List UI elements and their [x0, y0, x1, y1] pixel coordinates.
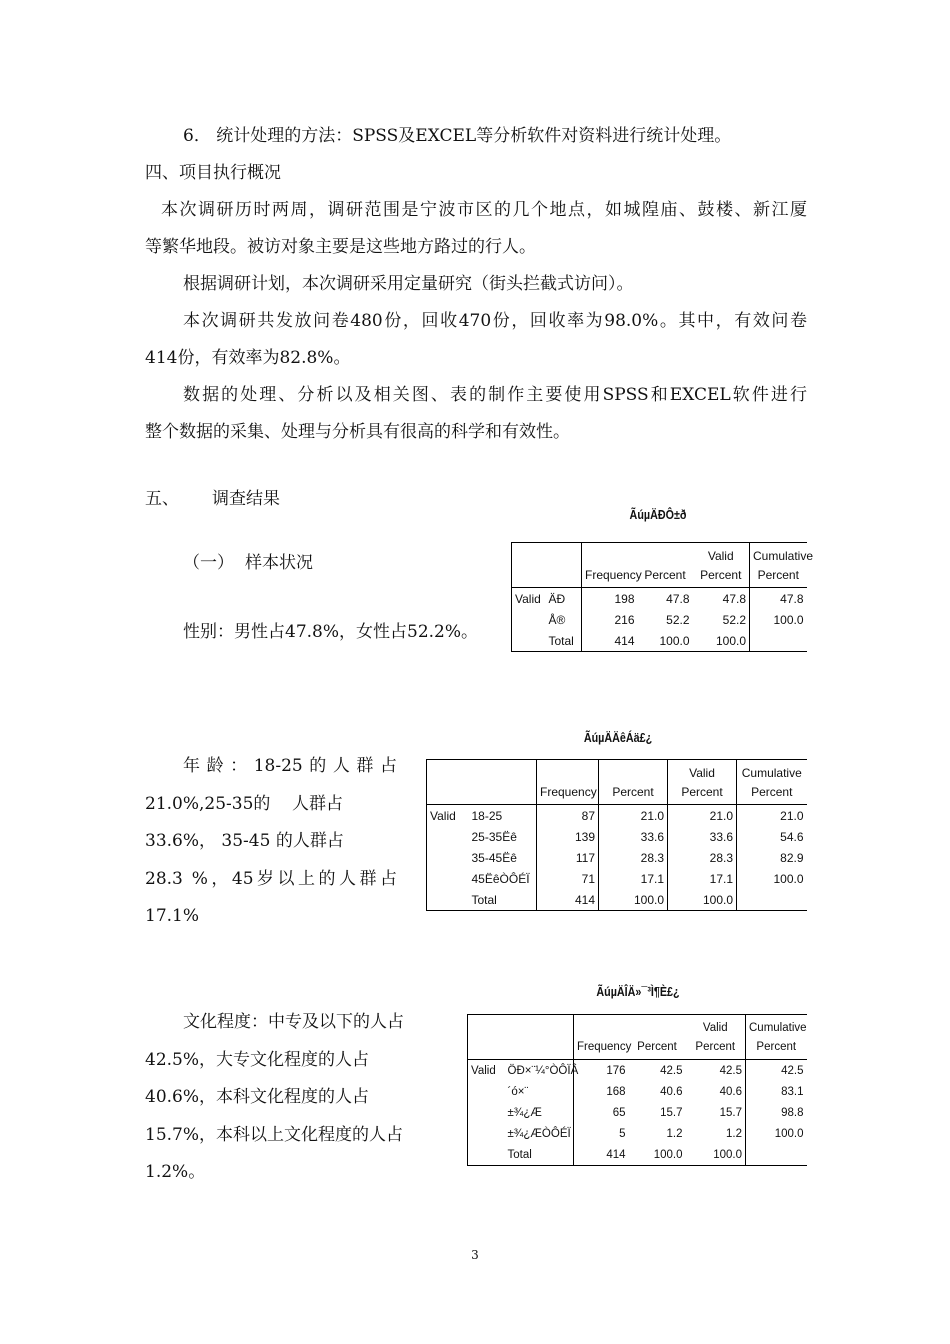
header-valid-percent-line1: Valid	[702, 1022, 728, 1034]
header-cumulative-line2: Percent	[756, 1041, 797, 1053]
paragraph-data-processing-line1: 数据的处理、分析以及相关图、表的制作主要使用SPSS和EXCEL软件进行	[183, 385, 807, 405]
cell-percent: 52.2	[666, 612, 690, 627]
subsection-title: 样本状况	[245, 553, 313, 573]
row-label: 18-25	[469, 805, 537, 827]
cell-percent: 21.0	[599, 805, 668, 827]
cell-valid-percent: 100.0	[693, 630, 750, 652]
cell-cumulative: 82.9	[737, 847, 807, 868]
education-summary-text	[145, 1004, 445, 1192]
valid-label: Valid	[512, 588, 546, 610]
header-cumulative-line1: Cumulative	[741, 766, 802, 780]
cell-cumulative: 98.8	[746, 1102, 807, 1123]
cell-cumulative: 100.0	[737, 868, 807, 889]
age-text-line: 28.3 %，45岁以上的人群占	[145, 868, 397, 889]
cell-frequency: 139	[537, 826, 599, 847]
cell-cumulative: 47.8	[750, 588, 807, 610]
age-text-line: 17.1%	[145, 906, 200, 926]
header-frequency: Frequency	[537, 760, 599, 805]
paragraph-data-processing-line2: 整个数据的采集、处理与分析具有很高的科学和有效性。	[145, 422, 570, 442]
age-text-line: 年龄：18-25的人群占	[183, 756, 397, 776]
cell-frequency: 414	[574, 1144, 629, 1166]
cell-frequency: 176	[574, 1060, 629, 1082]
cell-cumulative: 54.6	[737, 826, 807, 847]
education-text-line: 15.7%，本科以上文化程度的人占	[145, 1124, 404, 1145]
cell-valid-percent: 1.2	[726, 1127, 742, 1140]
cell-valid-percent: 21.0	[668, 805, 737, 827]
age-text-line: 33.6%， 35-45 的人群占	[145, 831, 344, 851]
education-table-caption: ÃúµÄÎÄ»¯³Ì¶È£¿	[596, 985, 680, 999]
header-cumulative-line1: Cumulative	[753, 549, 814, 563]
cell-cumulative: 83.1	[746, 1081, 807, 1102]
cell-percent: 100.0	[629, 1144, 686, 1166]
header-percent: Percent	[629, 1015, 686, 1060]
age-frequency-table	[426, 759, 807, 911]
valid-label: Valid	[427, 805, 469, 827]
row-label-total: Total	[469, 889, 537, 911]
header-cumulative-percent	[746, 1015, 807, 1060]
header-cumulative-line2: Percent	[757, 568, 799, 582]
cell-valid-percent: 33.6	[668, 826, 737, 847]
cell-frequency: 65	[574, 1102, 629, 1123]
cell-percent: 28.3	[599, 847, 668, 868]
gender-table-caption: ÃúµÄÐÔ±ð	[629, 508, 687, 522]
header-valid-percent	[668, 760, 737, 805]
gender-frequency-table	[511, 542, 814, 652]
header-frequency: Frequency	[582, 543, 638, 588]
cell-cumulative: 100.0	[750, 609, 807, 630]
section-title: 调查结果	[212, 489, 280, 509]
heading-project-execution: 四、项目执行概况	[145, 163, 281, 183]
cell-frequency: 5	[574, 1123, 629, 1144]
header-percent: Percent	[638, 543, 693, 588]
cell-percent: 33.6	[599, 826, 668, 847]
header-valid-percent-line2: Percent	[700, 568, 742, 582]
education-frequency-table	[467, 1014, 807, 1166]
row-label: 45ËêÒÔÉÏ	[471, 871, 530, 886]
row-label-total: Total	[546, 630, 582, 652]
age-table-caption: ÃúµÄÄêÁä£¿	[583, 731, 653, 745]
paragraph-questionnaire-line2: 414份，有效率为82.8%。	[145, 348, 351, 368]
cell-cumulative	[737, 889, 807, 911]
cell-frequency: 168	[574, 1081, 629, 1102]
header-blank	[468, 1015, 574, 1060]
row-label: ±¾¿ÆÒÔÉÏ	[507, 1127, 571, 1140]
paragraph-survey-scope-line1: 本次调研历时两周，调研范围是宁波市区的几个地点，如城隍庙、鼓楼、新江厦	[161, 200, 807, 220]
header-blank	[427, 760, 537, 805]
header-percent: Percent	[599, 760, 668, 805]
age-summary-text	[145, 748, 397, 936]
education-text-line: 文化程度：中专及以下的人占	[183, 1012, 404, 1032]
cell-frequency: 414	[582, 630, 638, 652]
header-cumulative-percent	[750, 543, 814, 588]
cell-valid-percent: 28.3	[668, 847, 737, 868]
cell-cumulative	[750, 630, 807, 652]
cell-cumulative: 100.0	[746, 1123, 807, 1144]
cell-valid-percent: 42.5	[686, 1060, 746, 1082]
row-label: ±¾¿Æ	[507, 1106, 542, 1119]
paragraph-research-plan: 根据调研计划，本次调研采用定量研究（街头拦截式访问）。	[183, 274, 634, 294]
header-valid-percent	[686, 1015, 746, 1060]
cell-frequency: 414	[537, 889, 599, 911]
row-label-total: Total	[505, 1144, 574, 1166]
cell-valid-percent: 40.6	[719, 1085, 742, 1098]
cell-frequency: 216	[582, 609, 638, 630]
header-valid-percent	[693, 543, 750, 588]
header-blank	[512, 543, 582, 588]
header-cumulative-line1: Cumulative	[749, 1022, 807, 1034]
cell-percent: 100.0	[638, 630, 693, 652]
section-number: 五、	[145, 489, 179, 509]
cell-valid-percent: 47.8	[693, 588, 750, 610]
page-number: 3	[471, 1248, 479, 1262]
header-valid-percent-line1: Valid	[689, 766, 715, 780]
cell-cumulative: 42.5	[746, 1060, 807, 1082]
row-label: 25-35Ëê	[471, 829, 517, 844]
cell-percent: 100.0	[599, 889, 668, 911]
header-cumulative-percent	[737, 760, 807, 805]
cell-frequency: 71	[537, 868, 599, 889]
cell-percent: 15.7	[660, 1106, 683, 1119]
header-valid-percent-line2: Percent	[695, 1041, 736, 1053]
row-label: Å®	[548, 612, 566, 627]
cell-frequency: 87	[537, 805, 599, 827]
header-frequency: Frequency	[574, 1015, 629, 1060]
cell-cumulative	[746, 1144, 807, 1166]
gender-summary-text: 性别：男性占47.8%，女性占52.2%。	[183, 622, 479, 642]
row-label: 35-45Ëê	[471, 850, 517, 865]
cell-percent: 17.1	[599, 868, 668, 889]
cell-percent: 42.5	[629, 1060, 686, 1082]
header-valid-percent-line2: Percent	[681, 785, 723, 799]
cell-valid-percent: 15.7	[719, 1106, 742, 1119]
subsection-number: （一）	[183, 553, 234, 573]
valid-label: Valid	[468, 1060, 505, 1082]
header-cumulative-line2: Percent	[751, 785, 793, 799]
age-text-line: 21.0%,25-35的 人群占	[145, 793, 344, 814]
paragraph-survey-scope-line2: 等繁华地段。被访对象主要是这些地方路过的行人。	[145, 237, 536, 257]
cell-percent: 1.2	[666, 1127, 683, 1140]
cell-valid-percent: 52.2	[722, 612, 746, 627]
cell-cumulative: 21.0	[737, 805, 807, 827]
row-label: ÄÐ	[546, 588, 582, 610]
education-text-line: 1.2%。	[145, 1162, 206, 1182]
cell-percent: 40.6	[660, 1085, 683, 1098]
paragraph-questionnaire-line1: 本次调研共发放问卷480份，回收470份，回收率为98.0%。其中，有效问卷	[183, 311, 807, 331]
cell-frequency: 198	[582, 588, 638, 610]
education-text-line: 42.5%，大专文化程度的人占	[145, 1049, 370, 1070]
header-valid-percent-line1: Valid	[707, 549, 734, 563]
cell-frequency: 117	[537, 847, 599, 868]
cell-valid-percent: 100.0	[686, 1144, 746, 1166]
row-label: ´ó×¨	[507, 1085, 529, 1098]
row-label: ÖÐ×¨¼°ÒÔÏÂ	[505, 1060, 574, 1082]
education-text-line: 40.6%，本科文化程度的人占	[145, 1087, 370, 1107]
cell-valid-percent: 100.0	[668, 889, 737, 911]
cell-valid-percent: 17.1	[668, 868, 737, 889]
cell-percent: 47.8	[638, 588, 693, 610]
paragraph-statistics-method: 6． 统计处理的方法：SPSS及EXCEL等分析软件对资料进行统计处理。	[183, 126, 732, 146]
